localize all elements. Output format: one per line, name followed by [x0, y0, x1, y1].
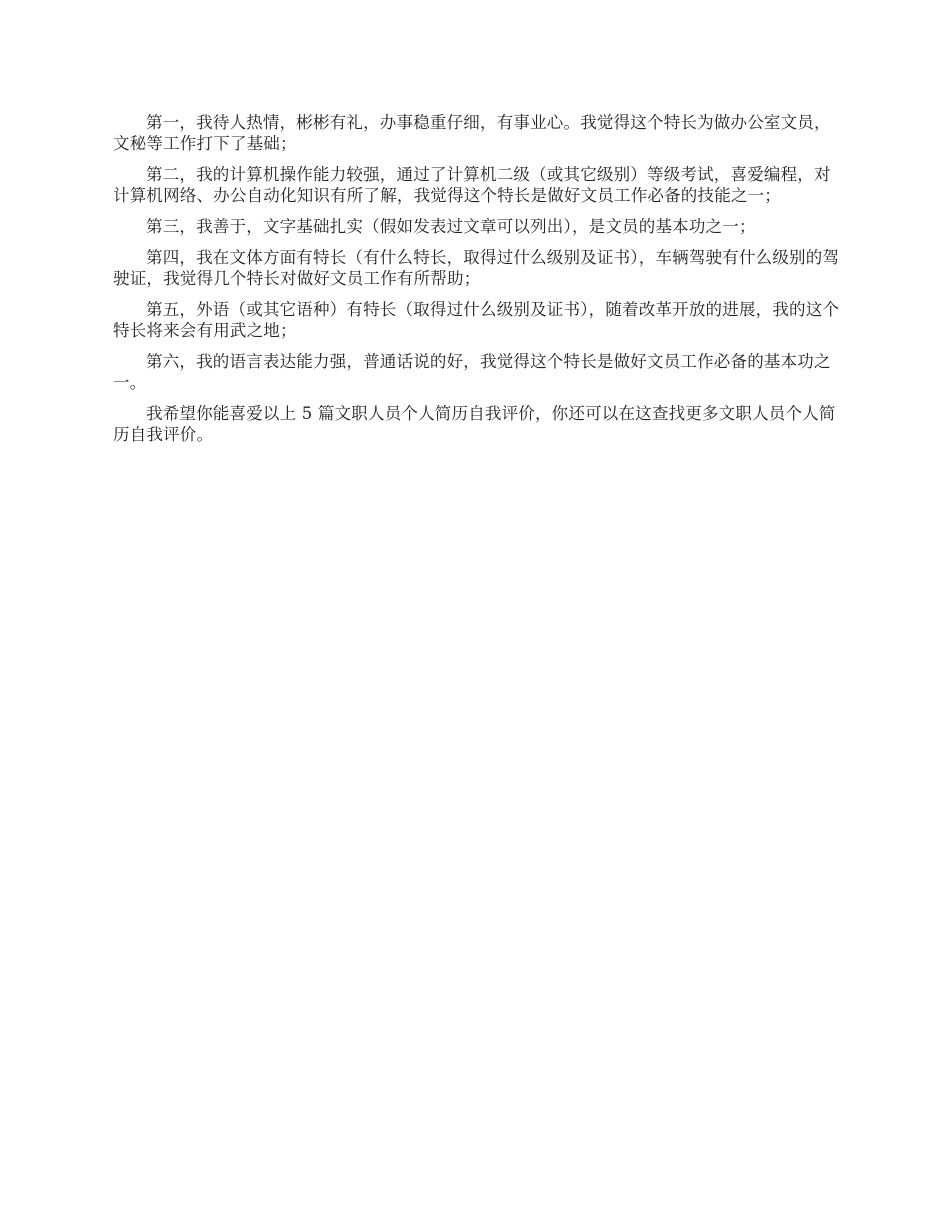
paragraph-5: 第五，外语（或其它语种）有特长（取得过什么级别及证书），随着改革开放的进展，我的这个特长将来会有用武之地；: [113, 300, 840, 340]
paragraph-4: 第四，我在文体方面有特长（有什么特长，取得过什么级别及证书），车辆驾驶有什么级别的驾驶证，我觉得几个特长对做好文员工作有所帮助；: [113, 248, 840, 288]
paragraph-closing: 我希望你能喜爱以上 5 篇文职人员个人简历自我评价，你还可以在这查找更多文职人员个人简历自我评价。: [113, 404, 836, 444]
paragraph-2: 第二，我的计算机操作能力较强，通过了计算机二级（或其它级别）等级考试，喜爱编程，对计算机网络、办公自动化知识有所了解，我觉得这个特长是做好文员工作必备的技能之一；: [113, 165, 831, 205]
paragraph-6: 第六，我的语言表达能力强，普通话说的好，我觉得这个特长是做好文员工作必备的基本功之一。: [113, 352, 831, 392]
paragraph-3: 第三，我善于，文字基础扎实（假如发表过文章可以列出），是文员的基本功之一；: [146, 217, 756, 236]
paragraph-1: 第一，我待人热情，彬彬有礼，办事稳重仔细，有事业心。我觉得这个特长为做办公室文员，文秘等工作打下了基础；: [113, 113, 831, 153]
document-body: [113, 112, 841, 455]
